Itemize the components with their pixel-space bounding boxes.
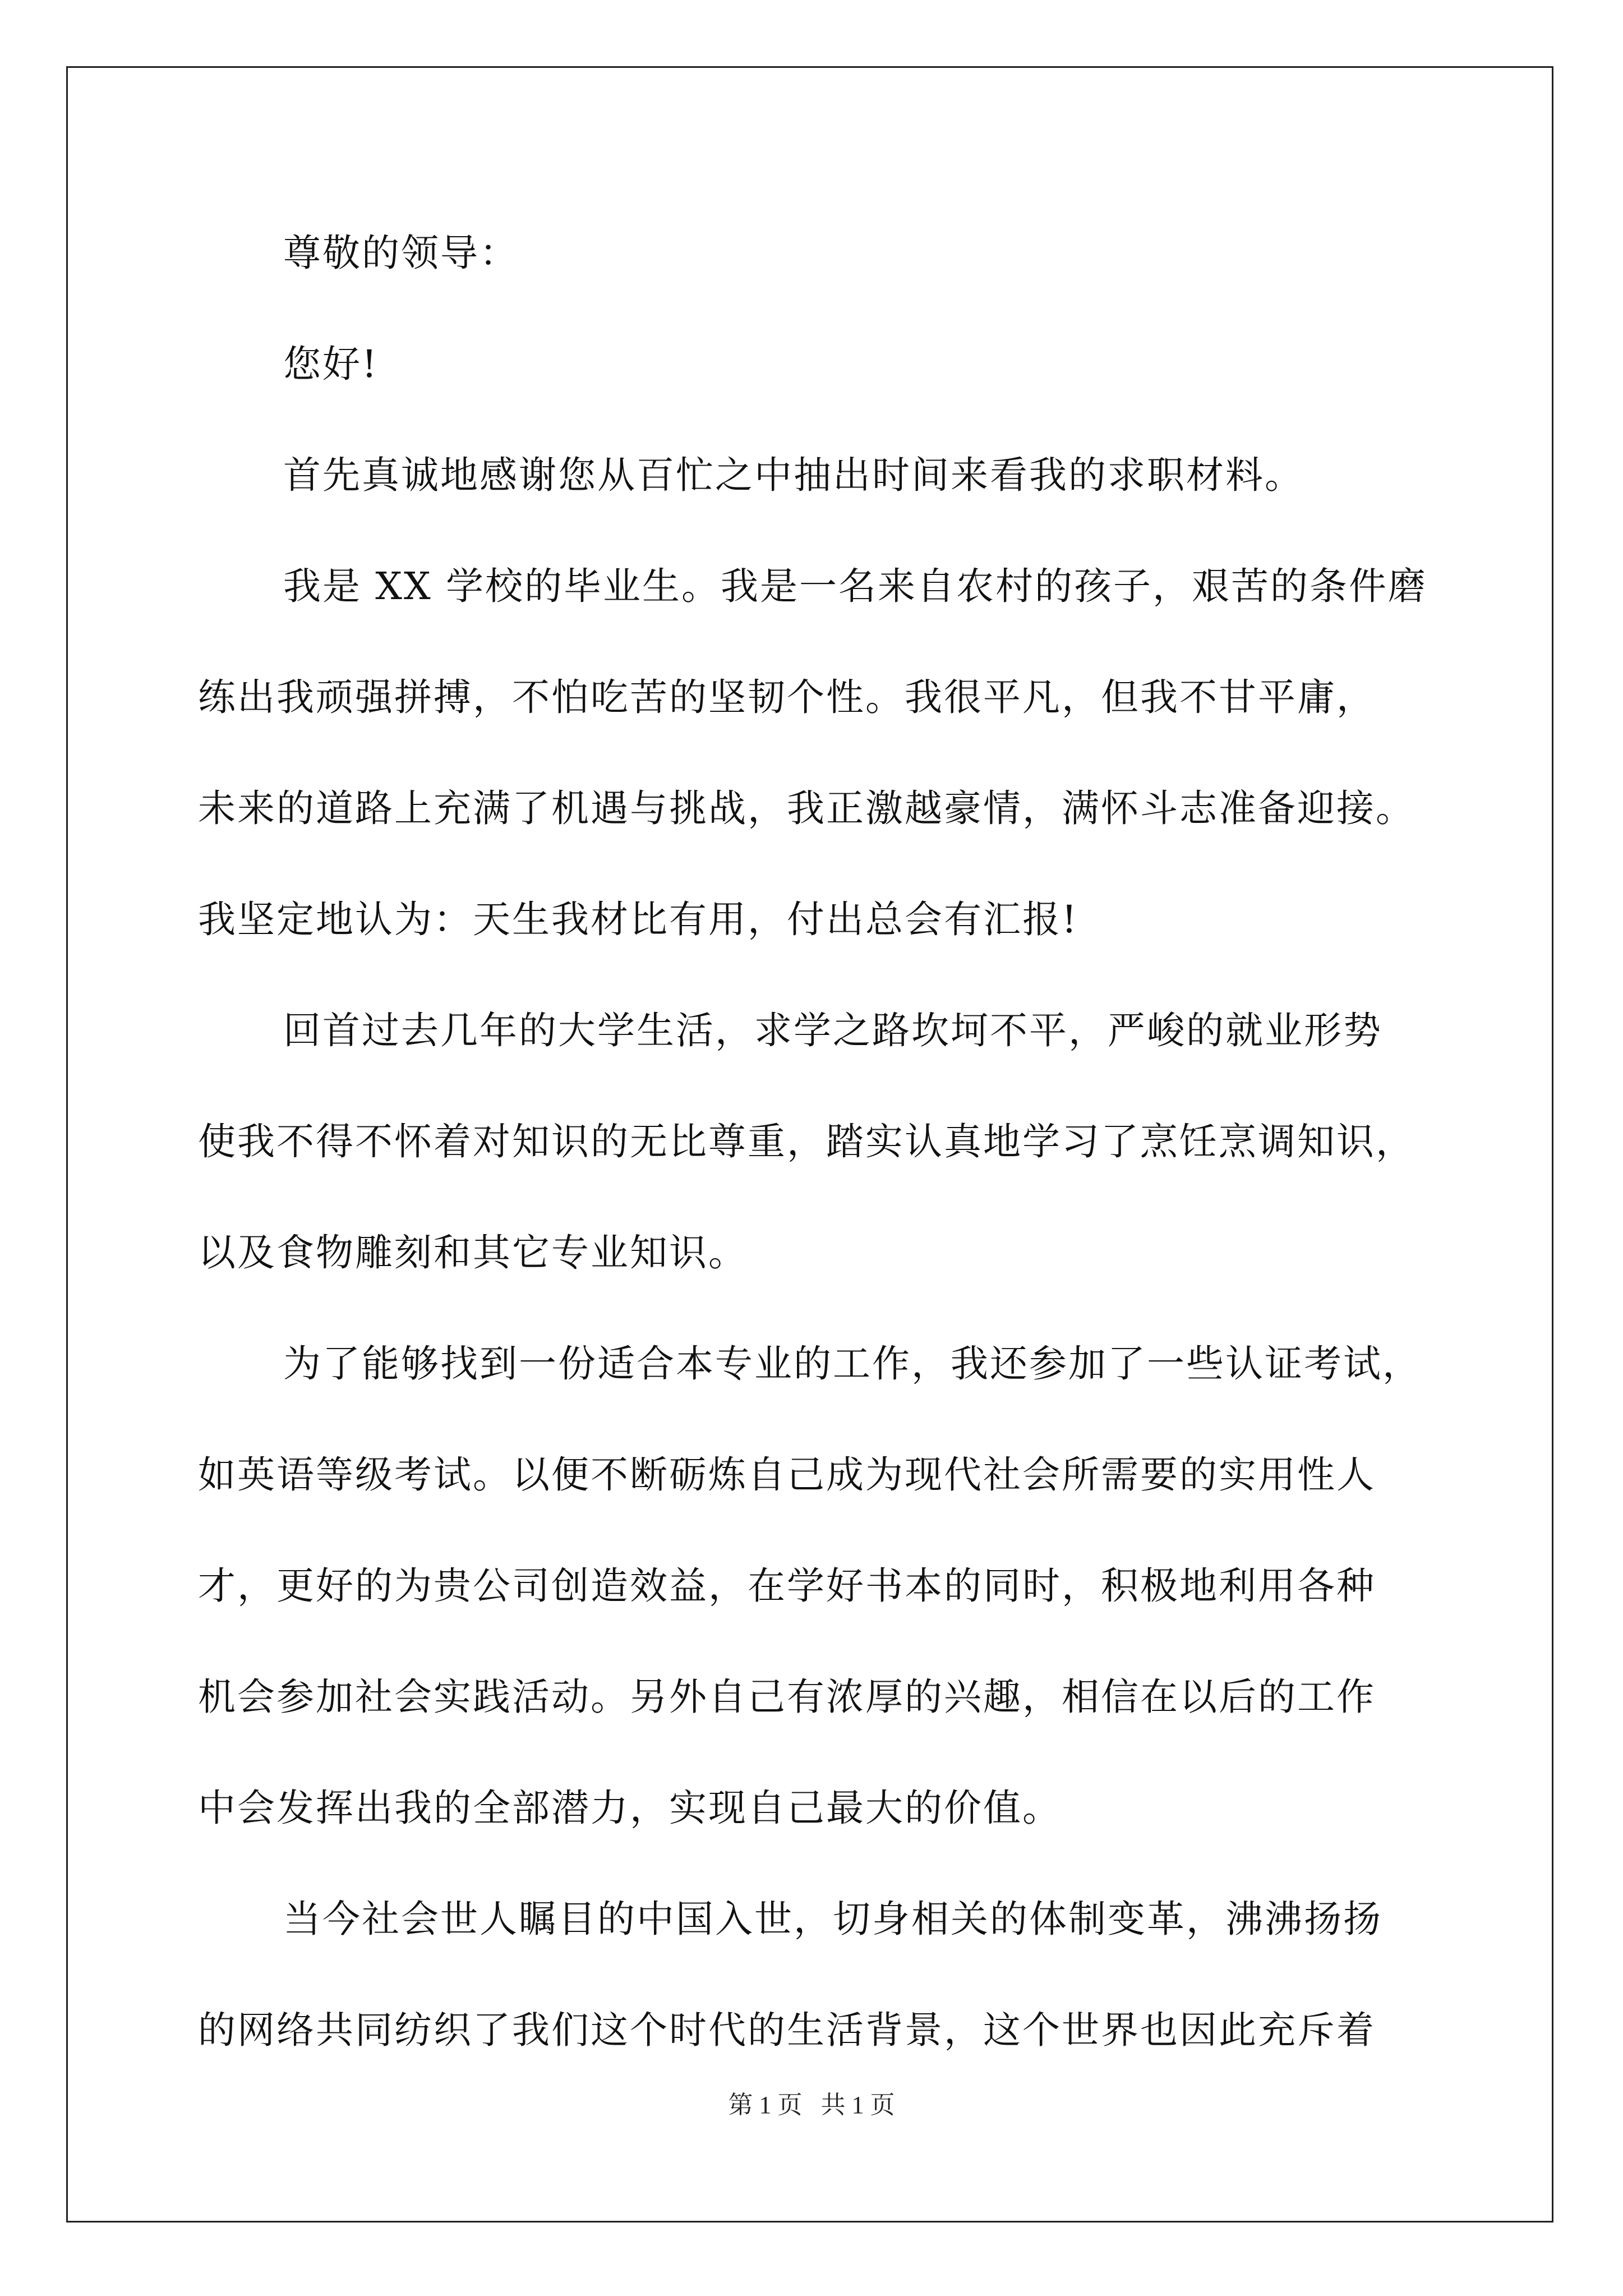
page-number-footer: 第 1 页 共 1 页 [728, 2091, 895, 2119]
paragraph-line: 以及食物雕刻和其它专业知识。 [198, 1231, 748, 1274]
letter-body [198, 214, 1430, 2102]
paragraph-line: 如英语等级考试。以便不断砺炼自己成为现代社会所需要的实用性人 [198, 1453, 1376, 1497]
paragraph-line: 练出我顽强拼搏，不怕吃苦的坚韧个性。我很平凡，但我不甘平庸， [198, 675, 1376, 719]
paragraph-line: 当今社会世人瞩目的中国入世，切身相关的体制变革，沸沸扬扬 [283, 1897, 1382, 1941]
paragraph-line: 首先真诚地感谢您从百忙之中抽出时间来看我的求职材料。 [283, 453, 1304, 497]
paragraph-line: 为了能够找到一份适合本专业的工作，我还参加了一些认证考试， [283, 1342, 1422, 1386]
paragraph-line: 回首过去几年的大学生活，求学之路坎坷不平，严峻的就业形势 [283, 1009, 1382, 1052]
paragraph-line: 中会发挥出我的全部潜力，实现自己最大的价值。 [198, 1786, 1062, 1830]
salutation: 尊敬的领导： [283, 231, 519, 275]
paragraph-line: 使我不得不怀着对知识的无比尊重，踏实认真地学习了烹饪烹调知识， [198, 1120, 1415, 1163]
paragraph-line: 才，更好的为贵公司创造效益，在学好书本的同时，积极地利用各种 [198, 1564, 1376, 1608]
paragraph-line: 机会参加社会实践活动。另外自己有浓厚的兴趣，相信在以后的工作 [198, 1675, 1376, 1719]
paragraph-line: 的网络共同纺织了我们这个时代的生活背景，这个世界也因此充斥着 [198, 2008, 1376, 2052]
paragraph-line: 我是 XX 学校的毕业生。我是一名来自农村的孩子，艰苦的条件磨 [283, 564, 1427, 608]
paragraph-line: 我坚定地认为：天生我材比有用，付出总会有汇报! [198, 898, 1078, 941]
greeting: 您好! [283, 342, 379, 386]
paragraph-line: 未来的道路上充满了机遇与挑战，我正激越豪情，满怀斗志准备迎接。 [198, 786, 1415, 830]
